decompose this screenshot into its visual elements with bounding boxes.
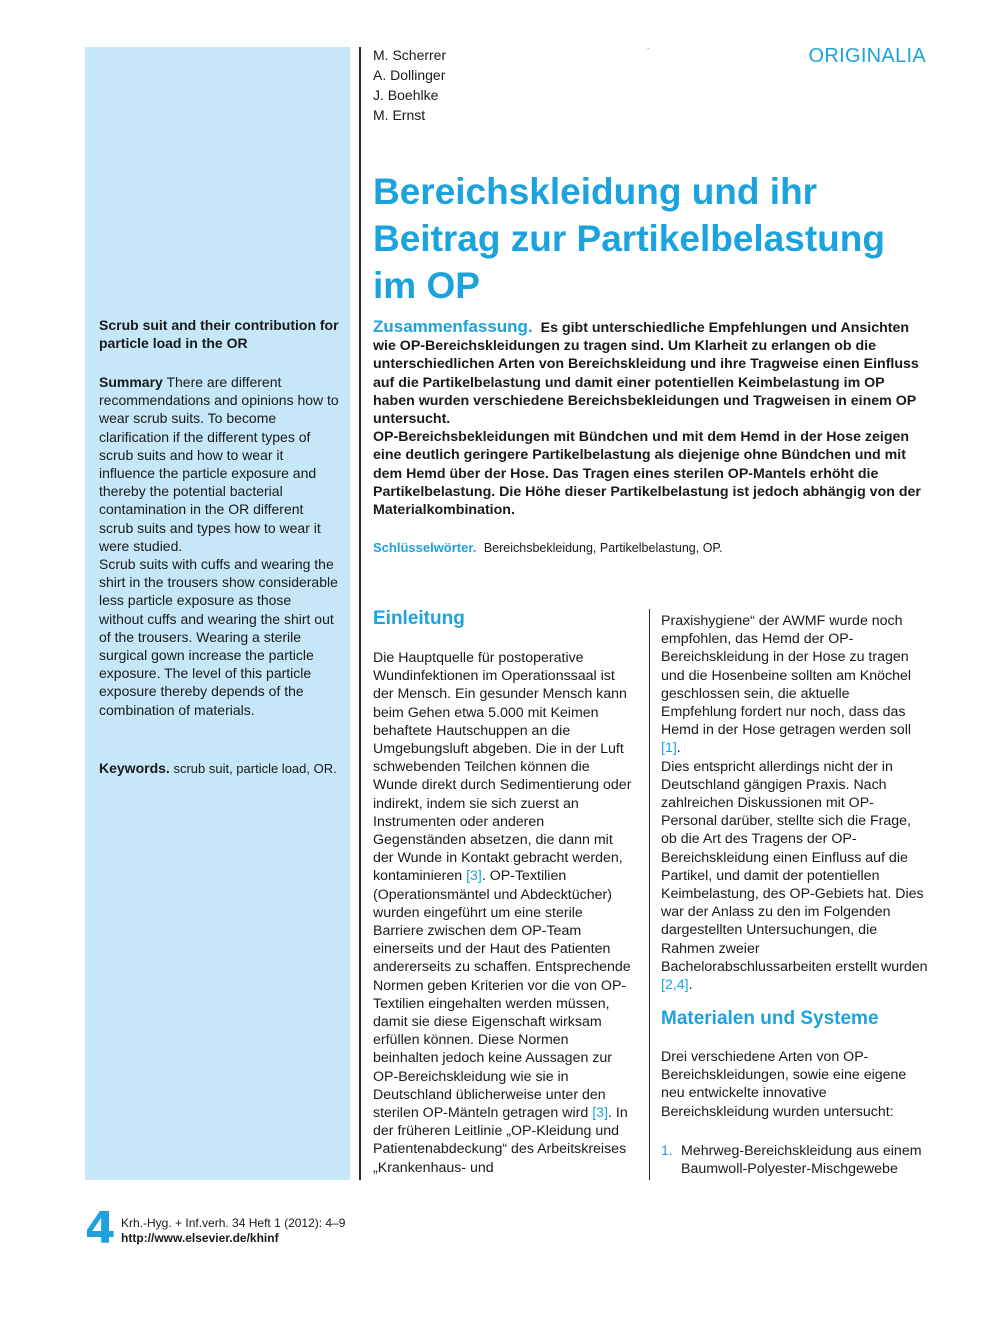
summary-text-2: Scrub suits with cuffs and wearing the shirt in the trousers show considerable less particle exposure as those without cuffs and wearing the shirt out of the trousers. Wearing a sterile surgical gown increase the particle exposure. The level of this particle exposure thereby depends of the combination of materials. (99, 556, 338, 718)
list-text: Mehrweg-Bereichskleidung aus einem Baumwoll-Polyester-Mischgewebe (681, 1143, 922, 1178)
paragraph: Praxishygiene“ der AWMF wurde noch empfohlen, das Hemd der OP-Bereichskleidung in der Hose zu tragen und die Hosenbeine sollten am Knöchel geschlossen sein, die aktuelle Empfehlung fordert nur noch, dass das Hemd in der Hose getragen werden soll (661, 613, 912, 739)
paragraph: . OP-Textilien (Operationsmäntel und Abdecktücher) wurden eingeführt um eine sterile Barriere zwischen dem OP-Team einerseits und der Haut des Patienten andererseits zu schaffen. Entsprechende Normen geben Kriterien vor die von OP-Textilien eingehalten werden müssen, damit sie diese Eigenschaft wirksam erfüllen können. Diese Normen beinhalten jedoch keine Aussagen zur OP-Bereichskleidung wie sie in Deutschland üblicherweise unter den sterilen OP-Mänteln getragen wird (373, 868, 631, 1122)
body-column-2: Praxishygiene“ der AWMF wurde noch empfohlen, das Hemd der OP-Bereichskleidung in der Hose zu tragen und die Hosenbeine sollten am Knöchel geschlossen sein, die aktuelle Empfehlung fordert nur noch, dass das Hemd in der Hose getragen werden soll [1]. Dies entspricht allerdings nicht der in Deutschland gängigen Praxis. Nach zahlreichen Diskussionen mit OP-Personal darüber, stellte sich die Frage, ob die Art des Tragens der OP-Bereichskleidung einen Einfluss auf die Partikel, und damit der potentiellen Keimbelastung, des OP-Gebiets hat. Dies war der Anlass zu den im Folgenden dargestellten Untersuchungen, die Rahmen zweier Bachelorabschlussarbeiten erstellt wurden [2,4]. (661, 613, 928, 994)
keywords-label: Schlüsselwörter. (373, 540, 477, 555)
footer (121, 1216, 345, 1246)
author: M. Scherrer (373, 47, 447, 63)
paragraph: Die Hauptquelle für postoperative Wundinfektionen im Operationssaal ist der Mensch. Ein gesunder Mensch kann beim Gehen etwa 5.000 mit Keimen behaftete Hautschuppen an die Umgebungsluft abgeben. Die in der Luft schwebenden Teilchen können die Wunde direkt durch Sedimentierung oder indirekt, indem sie sich zuerst an Instrumenten oder anderen Gegenständen absetzen, die dann mit der Wunde in Kontakt gebracht werden, kontaminieren (373, 650, 632, 885)
page-number: 4 (85, 1203, 116, 1254)
journal-citation: Krh.-Hyg. + Inf.verh. 34 Heft 1 (2012): 4–9 (121, 1216, 346, 1230)
author-list (373, 45, 446, 125)
english-keywords (99, 759, 339, 778)
column-divider (359, 47, 361, 1180)
body-paragraph-materials: Drei verschiedene Arten von OP-Bereichskleidungen, sowie eine eigene neu entwickelte innovative Bereichskleidung wurden untersucht: (661, 1049, 907, 1120)
column-divider-body (649, 609, 650, 1180)
heading-einleitung: Einleitung (373, 608, 465, 629)
article-title: Bereichskleidung und ihr Beitrag zur Partikelbelastung im OP (373, 171, 885, 306)
citation-link[interactable]: [3] (466, 868, 482, 885)
list-item (661, 1142, 931, 1178)
keywords-text: Bereichsbekleidung, Partikelbelastung, OP. (483, 541, 723, 555)
list-number: 1. (661, 1143, 673, 1159)
summary-text: There are different recommendations and opinions how to wear scrub suits. To become clarification if the different types of scrub suits and how to wear it influence the particle exposure and thereby the potential bacterial contamination in the OR different scrub suits and types how to wear it were studied. (99, 374, 339, 554)
citation-link[interactable]: [2,4] (661, 977, 689, 994)
citation-link[interactable]: [1] (661, 740, 677, 757)
abstract-text: Es gibt unterschiedliche Empfehlungen und Ansichten wie OP-Bereichskleidungen zu tragen sind. Um Klarheit zu erlangen ob die unterschiedlichen Arten von Bereichskleidung und ihre Tragweise einen Einfluss auf die Partikelbelastung und damit einer potentiellen Keimbelastung im OP haben wurden verschiedene Bereichsbekleidungen und Tragweisen in einem OP untersucht. (373, 320, 919, 428)
english-summary (99, 373, 339, 719)
abstract-text-2: OP-Bereichsbekleidungen mit Bündchen und mit dem Hemd in der Hose zeigen eine deutlich geringere Partikelbelastung als diejenige ohne Bündchen und mit dem Hemd über der Hose. Das Tragen eines sterilen OP-Mantels erhöht die Partikelbelastung. Die Höhe dieser Partikelbelastung ist jedoch abhängig von der Materialkombination. (373, 429, 921, 519)
abstract-label: Zusammenfassung. (373, 317, 533, 336)
journal-url-link[interactable]: http://www.elsevier.de/khinf (121, 1231, 279, 1245)
keywords-label: Keywords. (99, 760, 170, 776)
german-keywords (373, 540, 723, 555)
body-column-1 (373, 649, 635, 1177)
author: A. Dollinger (373, 67, 446, 83)
keywords-text: scrub suit, particle load, OR. (173, 761, 337, 776)
citation-link[interactable]: [3] (592, 1105, 609, 1122)
section-label: ORIGINALIA (808, 45, 926, 67)
english-title: Scrub suit and their contribution for particle load in the OR (99, 317, 339, 351)
author: J. Boehlke (373, 87, 439, 103)
german-abstract (373, 318, 928, 519)
paragraph: Dies entspricht allerdings nicht der in Deutschland gängigen Praxis. Nach zahlreichen Diskussionen mit OP-Personal darüber, stellte sich die Frage, ob die Art des Tragens der OP-Bereichskleidung einen Einfluss auf die Partikel, und damit der potentiellen Keimbelastung, des OP-Gebiets hat. Dies war der Anlass zu den im Folgenden dargestellten Untersuchungen, die Rahmen zweier Bachelorabschlussarbeiten erstellt wurden (661, 758, 928, 975)
paragraph: . In der früheren Leitlinie „OP-Kleidung und Patientenabdeckung“ des Arbeitskreises „Krankenhaus- und (373, 1105, 628, 1176)
author: M. Ernst (373, 107, 426, 123)
stray-mark: - (647, 44, 650, 53)
summary-label: Summary (99, 374, 163, 390)
heading-materialien: Materialen und Systeme (661, 1008, 879, 1029)
